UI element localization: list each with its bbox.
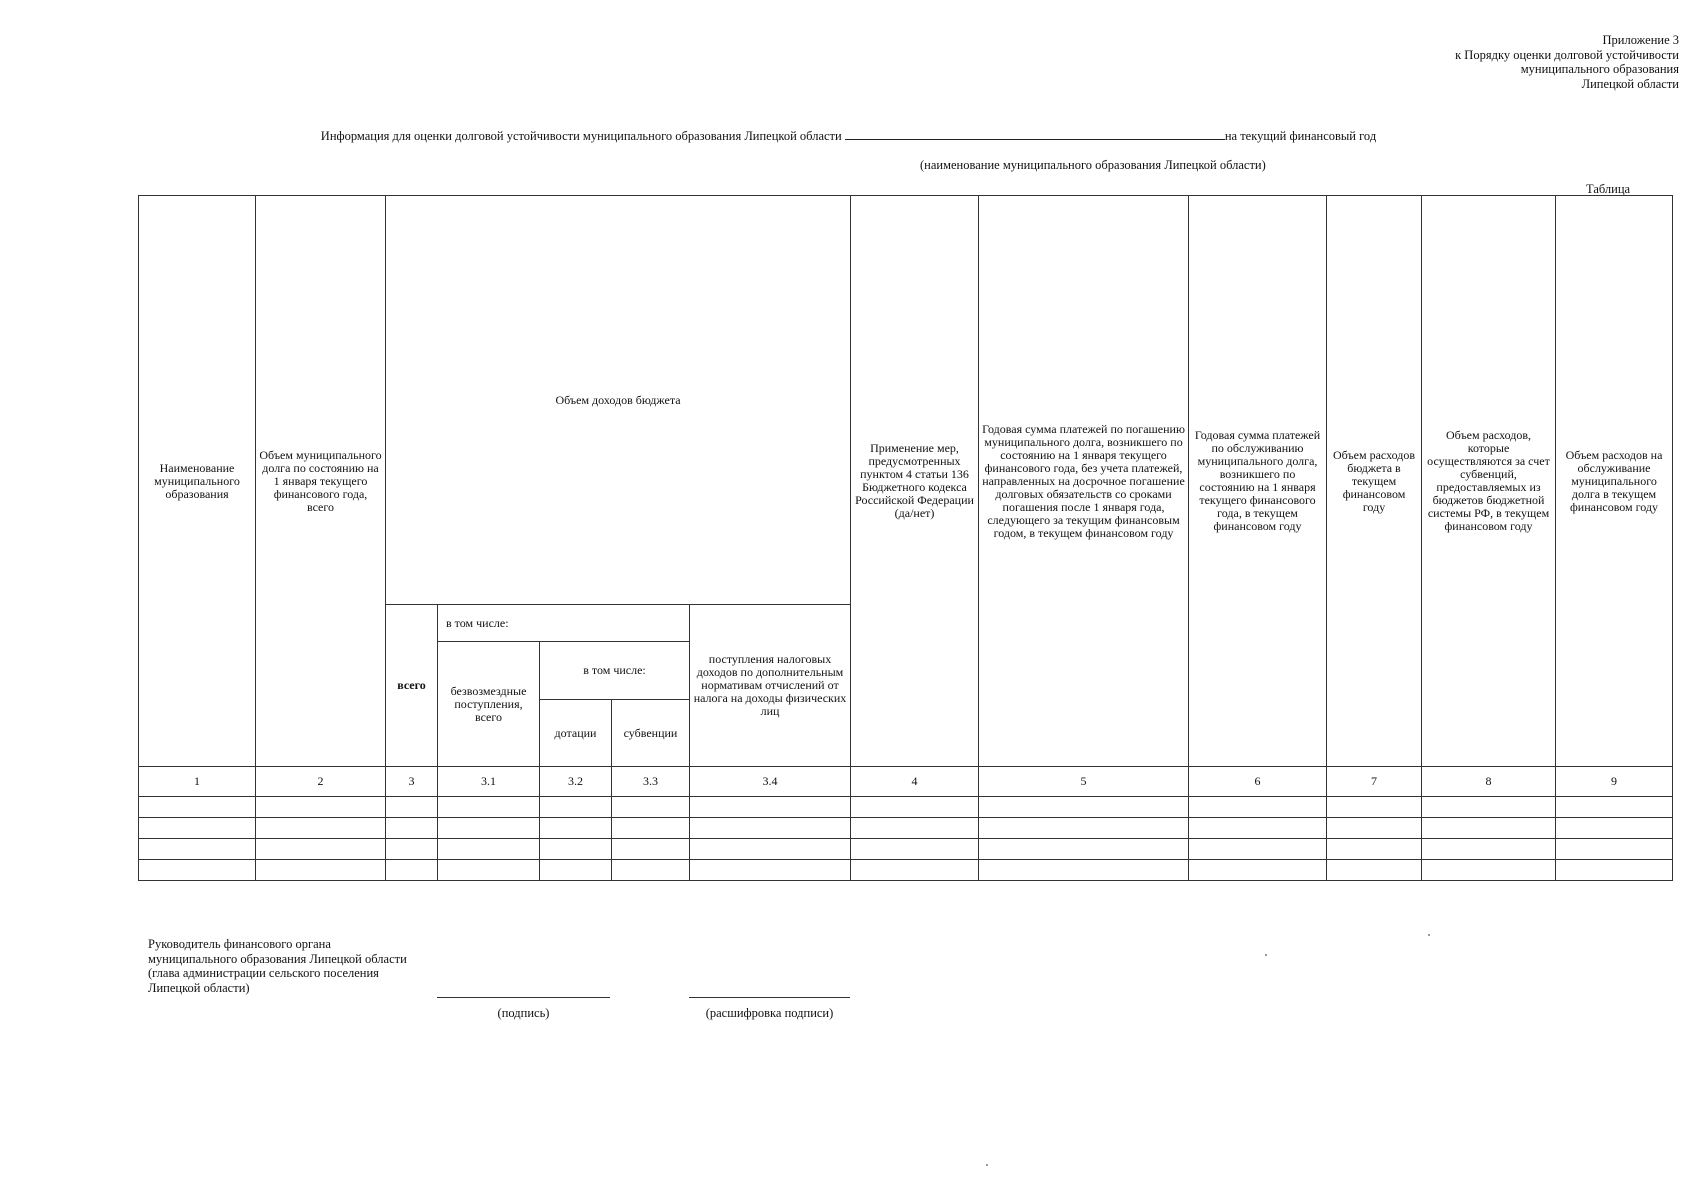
table-cell[interactable] [1422, 797, 1556, 818]
table-cell[interactable] [1189, 839, 1327, 860]
table-cell[interactable] [256, 818, 386, 839]
signer-line: (глава администрации сельского поселения [148, 966, 379, 980]
header-subvention-expenditure: Объем расходов, которые осуществляются за счет субвенций, предоставляемых из бюджетов бюджетной системы РФ, в текущем финансовом году [1422, 196, 1556, 767]
header-debt-service-payments: Годовая сумма платежей по обслуживанию муниципального долга, возникшего по состоянию на 1 января текущего финансового года, в текущем финансовом году [1189, 196, 1327, 767]
scan-speck [1428, 934, 1430, 936]
table-cell[interactable] [690, 818, 851, 839]
table-cell[interactable] [139, 818, 256, 839]
table-cell[interactable] [438, 797, 540, 818]
table-cell[interactable] [1556, 797, 1673, 818]
name-decode-field[interactable] [689, 997, 850, 998]
table-cell[interactable] [1556, 860, 1673, 881]
table-cell[interactable] [1189, 818, 1327, 839]
column-number: 9 [1556, 767, 1673, 797]
document-title [0, 127, 1697, 144]
table-cell[interactable] [540, 797, 612, 818]
header-debt-volume: Объем муниципального долга по состоянию на 1 января текущего финансового года, всего [256, 196, 386, 767]
column-number: 3.2 [540, 767, 612, 797]
table-cell[interactable] [851, 839, 979, 860]
debt-assessment-table [138, 195, 1673, 881]
column-number: 1 [139, 767, 256, 797]
signature-field[interactable] [437, 997, 610, 998]
table-cell[interactable] [1422, 839, 1556, 860]
column-numbers-row [139, 767, 1673, 797]
signature-block [148, 937, 407, 995]
appendix-note [1259, 33, 1679, 91]
header-debt-repayment: Годовая сумма платежей по погашению муниципального долга, возникшего по состоянию на 1 января текущего финансового года, без учета платежей, направленных на досрочное погашение долговых обязательств со сроками погашения после 1 января года, следующего за текущим финансовым годом, в текущем финансовом году [979, 196, 1189, 767]
table-row [139, 860, 1673, 881]
table-cell[interactable] [438, 818, 540, 839]
appendix-line: к Порядку оценки долговой устойчивости [1455, 47, 1679, 62]
table-cell[interactable] [256, 839, 386, 860]
table-cell[interactable] [139, 860, 256, 881]
header-measures-applied: Применение мер, предусмотренных пунктом 4 статьи 136 Бюджетного кодекса Российской Федерации (да/нет) [851, 196, 979, 767]
header-revenue-including: в том числе: [438, 605, 690, 642]
table-row [139, 839, 1673, 860]
header-grants: дотации [540, 700, 612, 767]
table-cell[interactable] [612, 797, 690, 818]
table-row [139, 797, 1673, 818]
table-cell[interactable] [540, 860, 612, 881]
column-number: 6 [1189, 767, 1327, 797]
table-cell[interactable] [438, 860, 540, 881]
table-row [139, 818, 1673, 839]
municipality-name-blank [845, 127, 1225, 140]
table-cell[interactable] [386, 839, 438, 860]
column-number: 3 [386, 767, 438, 797]
signature-caption: (подпись) [497, 1006, 550, 1020]
table-cell[interactable] [1327, 860, 1422, 881]
table-cell[interactable] [690, 839, 851, 860]
table-cell[interactable] [1327, 839, 1422, 860]
table-cell[interactable] [256, 797, 386, 818]
table-cell[interactable] [386, 860, 438, 881]
column-number: 8 [1422, 767, 1556, 797]
appendix-line: Липецкой области [1581, 76, 1679, 91]
table-cell[interactable] [386, 797, 438, 818]
table-cell[interactable] [438, 839, 540, 860]
table-cell[interactable] [979, 839, 1189, 860]
table-cell[interactable] [851, 818, 979, 839]
column-number: 5 [979, 767, 1189, 797]
title-prefix: Информация для оценки долговой устойчивости муниципального образования Липецкой области [320, 129, 842, 143]
table-cell[interactable] [386, 818, 438, 839]
header-municipality-name: Наименование муниципального образования [139, 196, 256, 767]
table-cell[interactable] [1556, 839, 1673, 860]
table-cell[interactable] [540, 839, 612, 860]
table-cell[interactable] [612, 818, 690, 839]
signer-line: Руководитель финансового органа [148, 937, 331, 951]
column-number: 7 [1327, 767, 1422, 797]
header-budget-expenditure: Объем расходов бюджета в текущем финансовом году [1327, 196, 1422, 767]
column-number: 4 [851, 767, 979, 797]
table-cell[interactable] [1327, 797, 1422, 818]
table-cell[interactable] [1556, 818, 1673, 839]
table-cell[interactable] [1422, 818, 1556, 839]
appendix-line: муниципального образования [1520, 62, 1679, 76]
column-number: 3.4 [690, 767, 851, 797]
column-number: 3.3 [612, 767, 690, 797]
table-cell[interactable] [690, 797, 851, 818]
table-label: Таблица [1586, 182, 1631, 196]
header-subventions: субвенции [612, 700, 690, 767]
table-cell[interactable] [612, 839, 690, 860]
table-cell[interactable] [1327, 818, 1422, 839]
signer-line: муниципального образования Липецкой области [148, 951, 407, 966]
signer-line: Липецкой области) [148, 980, 250, 995]
table-cell[interactable] [139, 839, 256, 860]
title-suffix: на текущий финансовый год [1224, 129, 1377, 143]
table-cell[interactable] [851, 860, 979, 881]
table-cell[interactable] [256, 860, 386, 881]
name-decode-caption: (расшифровка подписи) [705, 1006, 834, 1020]
header-ndfl-revenue: поступления налоговых доходов по дополнительным нормативам отчислений от налога на доходы физических лиц [690, 605, 851, 767]
table-cell[interactable] [139, 797, 256, 818]
table-cell[interactable] [690, 860, 851, 881]
header-gratuitous-including: в том числе: [540, 642, 690, 700]
header-gratuitous-receipts: безвозмездные поступления, всего [438, 642, 540, 767]
table-cell[interactable] [612, 860, 690, 881]
title-subtitle: (наименование муниципального образования Липецкой области) [920, 158, 1266, 172]
table-cell[interactable] [1422, 860, 1556, 881]
table-cell[interactable] [851, 797, 979, 818]
table-cell[interactable] [1189, 860, 1327, 881]
table-cell[interactable] [1189, 797, 1327, 818]
appendix-line: Приложение 3 [1602, 33, 1679, 47]
scan-speck [986, 1164, 988, 1166]
table-cell[interactable] [979, 818, 1189, 839]
header-debt-service-expenditure: Объем расходов на обслуживание муниципального долга в текущем финансовом году [1556, 196, 1673, 767]
scan-speck [1265, 954, 1267, 956]
header-budget-revenue: Объем доходов бюджета [386, 196, 851, 605]
column-number: 3.1 [438, 767, 540, 797]
column-number: 2 [256, 767, 386, 797]
table-cell[interactable] [979, 797, 1189, 818]
table-cell[interactable] [979, 860, 1189, 881]
table-cell[interactable] [540, 818, 612, 839]
header-revenue-total: всего [386, 605, 438, 767]
